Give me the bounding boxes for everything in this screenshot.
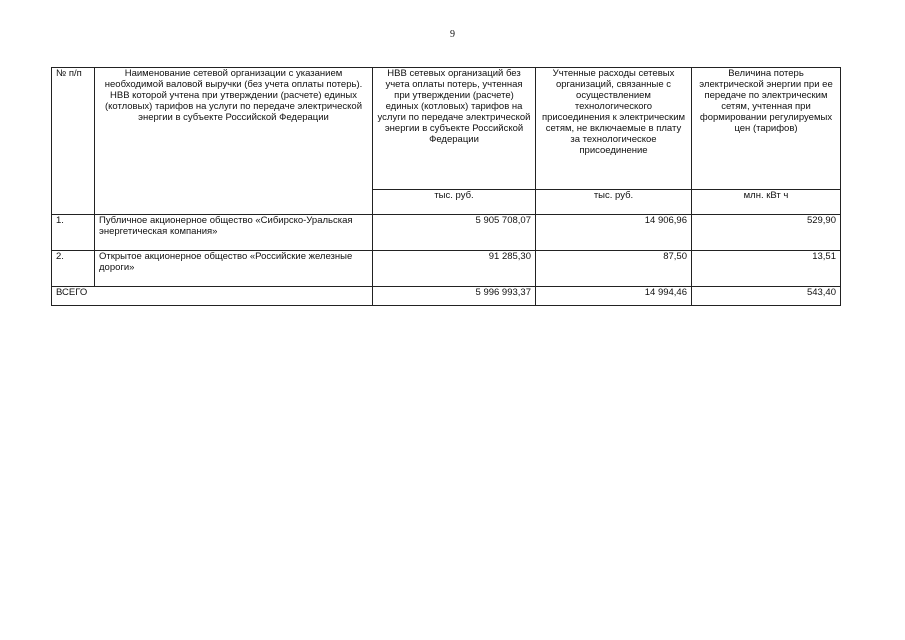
header-losses: Величина потерь электрической энергии при ее передаче по электрическим сетям, учтенная при формировании регулируемых цен (тарифов) (692, 68, 841, 190)
total-nvv: 5 996 993,37 (373, 287, 536, 306)
header-row (52, 68, 841, 190)
total-label: ВСЕГО (52, 287, 373, 306)
unit-expenses: тыс. руб. (536, 190, 692, 215)
row-organization-name: Открытое акционерное общество «Российские железные дороги» (95, 251, 373, 287)
row-losses: 529,90 (692, 215, 841, 251)
unit-nvv: тыс. руб. (373, 190, 536, 215)
page-number: 9 (450, 29, 455, 40)
tariff-table (51, 67, 841, 306)
total-expenses: 14 994,46 (536, 287, 692, 306)
header-expenses: Учтенные расходы сетевых организаций, связанные с осуществлением технологического присоединения к электрическим сетям, не включаемые в плату за технологическое присоединение (536, 68, 692, 190)
row-expenses: 14 906,96 (536, 215, 692, 251)
table-row (52, 215, 841, 251)
header-organization-name: Наименование сетевой организации с указанием необходимой валовой выручки (без учета оплаты потерь). НВВ которой учтена при утверждении (расчете) единых (котловых) тарифов на услуги по передаче электрической энергии в субъекте Российской Федерации (95, 68, 373, 215)
header-num: № п/п (52, 68, 95, 215)
row-losses: 13,51 (692, 251, 841, 287)
row-nvv: 5 905 708,07 (373, 215, 536, 251)
row-nvv: 91 285,30 (373, 251, 536, 287)
row-num: 1. (52, 215, 95, 251)
total-losses: 543,40 (692, 287, 841, 306)
table-row (52, 251, 841, 287)
unit-losses: млн. кВт ч (692, 190, 841, 215)
header-nvv: НВВ сетевых организаций без учета оплаты потерь, учтенная при утверждении (расчете) единых (котловых) тарифов на услуги по передаче электрической энергии в субъекте Российской Федерации (373, 68, 536, 190)
row-organization-name: Публичное акционерное общество «Сибирско-Уральская энергетическая компания» (95, 215, 373, 251)
row-num: 2. (52, 251, 95, 287)
row-expenses: 87,50 (536, 251, 692, 287)
total-row (52, 287, 841, 306)
